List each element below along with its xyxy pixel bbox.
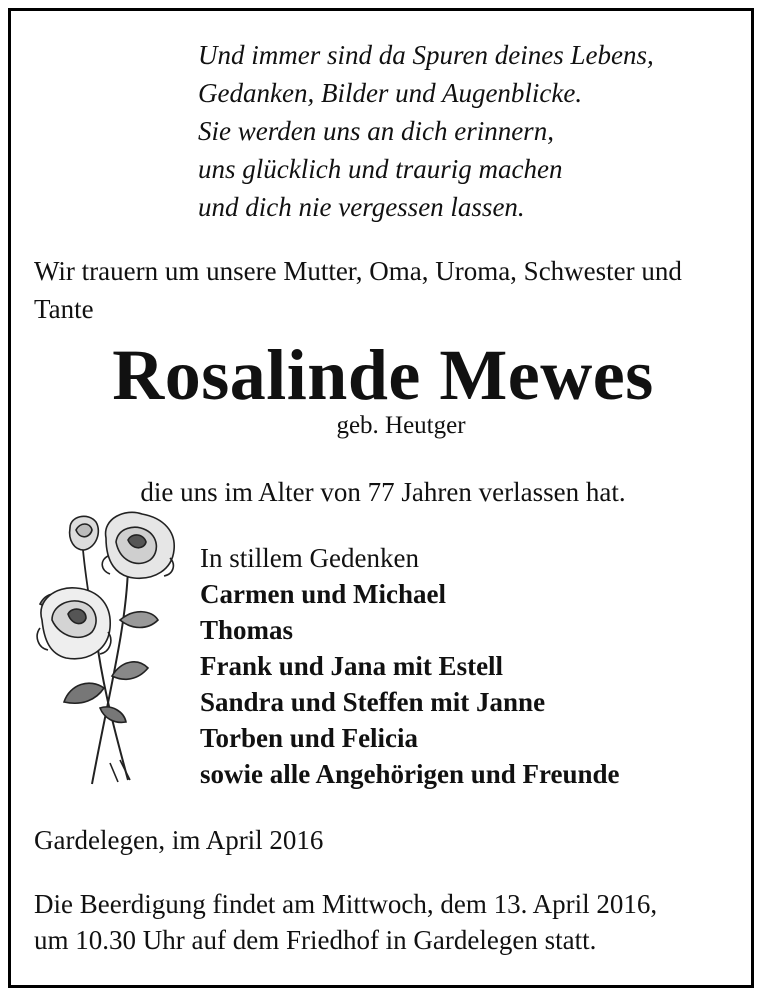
mourners-heading: In stillem Gedenken [200,543,419,573]
intro-text: Wir trauern um unsere Mutter, Oma, Uroma, Schwester und Tante [34,256,682,324]
funeral-notice [34,886,744,958]
deceased-name: Rosalinde Mewes [112,335,654,415]
poem-line: uns glücklich und traurig machen [198,154,563,184]
mourner-name: Sandra und Steffen mit Janne [200,687,546,717]
mourner-name: Carmen und Michael [200,579,446,609]
poem-line: und dich nie vergessen lassen. [198,192,525,222]
mourner-name: Thomas [200,615,294,645]
roses-icon [30,508,190,788]
poem-line: Und immer sind da Spuren deines Lebens, [198,40,654,70]
funeral-line: Die Beerdigung findet am Mittwoch, dem 13. April 2016, [34,889,658,919]
age-line: die uns im Alter von 77 Jahren verlassen hat. [140,477,626,507]
mourner-name: Torben und Felicia [200,723,419,753]
mourners-list [200,540,740,792]
funeral-line: um 10.30 Uhr auf dem Friedhof in Gardelegen statt. [34,925,597,955]
poem [198,36,718,226]
poem-line: Gedanken, Bilder und Augenblicke. [198,78,583,108]
birth-name: geb. Heutger [336,412,466,439]
place-date: Gardelegen, im April 2016 [34,825,324,855]
poem-line: Sie werden uns an dich erinnern, [198,116,554,146]
mourner-name: sowie alle Angehörigen und Freunde [200,759,620,789]
mourner-name: Frank und Jana mit Estell [200,651,504,681]
